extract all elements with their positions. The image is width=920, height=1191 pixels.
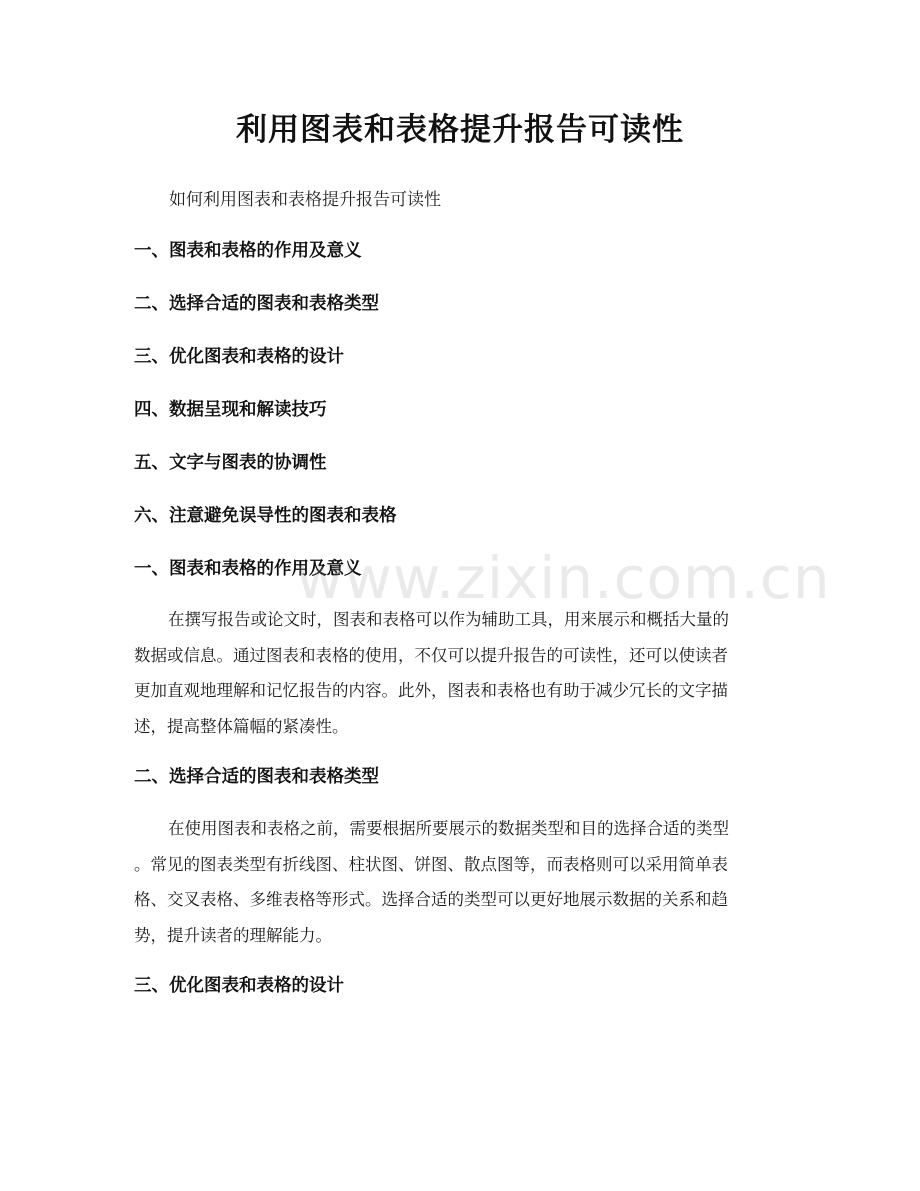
paragraph-line: 。常见的图表类型有折线图、柱状图、饼图、散点图等，而表格则可以采用简单表: [134, 854, 728, 874]
section-heading-2: 二、选择合适的图表和表格类型: [134, 767, 379, 787]
paragraph-line: 述，提高整体篇幅的紧凑性。: [134, 716, 349, 736]
paragraph-line: 数据或信息。通过图表和表格的使用，不仅可以提升报告的可读性，还可以使读者: [134, 645, 728, 665]
paragraph-line: 在撰写报告或论文时，图表和表格可以作为辅助工具，用来展示和概括大量的: [168, 610, 729, 629]
toc-item-4: 四、数据呈现和解读技巧: [134, 400, 327, 420]
paragraph-line: 在使用图表和表格之前，需要根据所要展示的数据类型和目的选择合适的类型: [168, 819, 729, 838]
watermark: www.zixin.com.cn: [296, 544, 831, 612]
document-subtitle: 如何利用图表和表格提升报告可读性: [169, 190, 441, 210]
paragraph-line: 更加直观地理解和记忆报告的内容。此外，图表和表格也有助于减少冗长的文字描: [134, 681, 728, 700]
toc-item-1: 一、图表和表格的作用及意义: [134, 241, 362, 261]
paragraph-line: 势，提升读者的理解能力。: [134, 925, 332, 945]
toc-item-6: 六、注意避免误导性的图表和表格: [134, 506, 397, 526]
toc-item-2: 二、选择合适的图表和表格类型: [134, 294, 379, 314]
section-heading-1: 一、图表和表格的作用及意义: [134, 559, 362, 579]
toc-item-3: 三、优化图表和表格的设计: [134, 347, 344, 367]
section-paragraph-1: [134, 602, 786, 744]
section-heading-3: 三、优化图表和表格的设计: [134, 976, 344, 996]
paragraph-line: 格、交叉表格、多维表格等形式。选择合适的类型可以更好地展示数据的关系和趋: [134, 890, 728, 909]
section-paragraph-2: [134, 811, 786, 953]
toc-item-5: 五、文字与图表的协调性: [134, 453, 327, 473]
document-title: 利用图表和表格提升报告可读性: [236, 112, 684, 148]
